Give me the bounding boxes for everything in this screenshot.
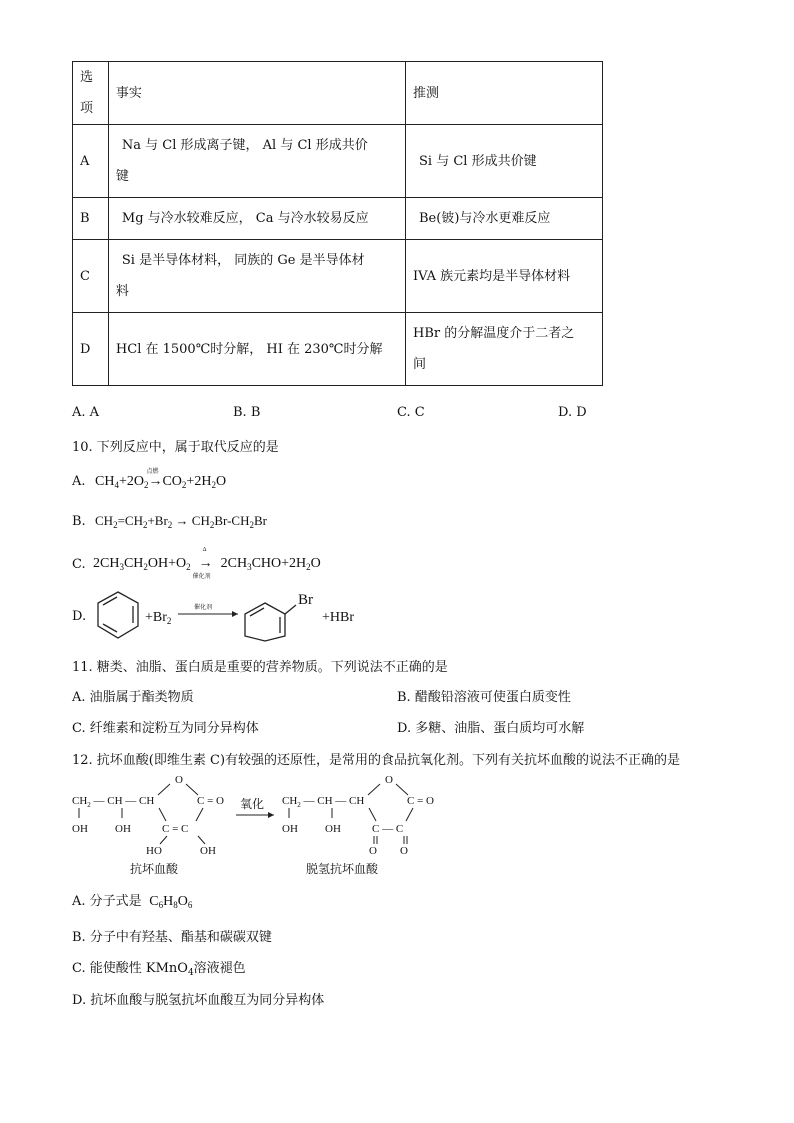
table-header-row — [73, 62, 603, 125]
row-fact — [108, 240, 405, 313]
q12-option-a — [72, 890, 192, 910]
fact-line: Mg 与冷水较难反应， Ca 与冷水较易反应 — [121, 211, 369, 226]
reagent-br2: $+Br_2$ — [145, 610, 172, 626]
svg-text:C — C: C — C — [372, 823, 404, 835]
q12-option-c-text: C. 能使酸性 KMnO — [72, 961, 188, 976]
table-row — [73, 198, 603, 240]
bromo-substituent: Br — [298, 592, 313, 608]
ascorbic-acid-reaction-diagram — [70, 770, 450, 880]
guess-line: Si 与 Cl 形成共价键 — [419, 153, 537, 169]
facts-table — [72, 61, 603, 386]
catalyst-label: 催化剂 — [194, 605, 213, 611]
svg-text:C = O: C = O — [407, 795, 434, 807]
table-row — [73, 125, 603, 198]
svg-text:O: O — [175, 774, 183, 786]
svg-text:HO: HO — [146, 845, 162, 857]
q12-stem: 12. 抗坏血酸(即维生素 C)有较强的还原性，是常用的食品抗氧化剂。下列有关抗坏血酸的说法不正确的是 — [72, 753, 681, 768]
q10-option-d-equation — [92, 588, 382, 642]
row-guess — [406, 240, 603, 313]
q9-option-c: C. C — [397, 405, 425, 420]
row-option: B — [73, 198, 109, 240]
fact-line: 料 — [115, 284, 129, 299]
guess-line: Be(铍)与冷水更难反应 — [419, 211, 551, 226]
header-option: 选项 — [73, 62, 109, 125]
q10-option-a-equation: $CH_4+2O_2$ 点燃 $\to CO_2+2H_2O$ — [95, 474, 226, 490]
q12-option-a-text: A. 分子式是 — [72, 894, 142, 909]
q11-option-d: D. 多糖、油脂、蛋白质均可水解 — [397, 721, 585, 736]
table-row — [73, 313, 603, 386]
q11-option-a: A. 油脂属于酯类物质 — [72, 690, 194, 705]
fact-line: Na 与 Cl 形成离子键， Al 与 Cl 形成共价 — [121, 138, 368, 153]
product-hbr: +HBr — [322, 610, 355, 625]
row-guess — [406, 125, 603, 198]
q10-option-b-label: B. — [72, 514, 86, 529]
svg-text:O: O — [385, 774, 393, 786]
svg-text:OH: OH — [72, 823, 88, 835]
svg-text:OH: OH — [325, 823, 341, 835]
row-fact — [108, 198, 405, 240]
right-compound-name: 脱氢抗坏血酸 — [306, 862, 379, 876]
row-fact — [108, 125, 405, 198]
guess-line: IVA 族元素均是半导体材料 — [413, 268, 571, 284]
svg-text:CH2 — CH — CH: $CH_2$ — CH — CH — [72, 795, 155, 809]
q9-option-b: B. B — [233, 405, 261, 420]
q11-option-b: B. 醋酸铅溶液可使蛋白质变性 — [397, 690, 571, 705]
q12-option-d: D. 抗坏血酸与脱氢抗坏血酸互为同分异构体 — [72, 993, 325, 1008]
q10-option-a-label: A. — [72, 474, 86, 489]
q10-option-b-equation: $CH_2=CH_2+Br_2 \to CH_2Br-CH_2Br$ — [95, 513, 267, 530]
svg-text:C = O: C = O — [197, 795, 224, 807]
q9-option-a: A. A — [72, 405, 100, 420]
svg-text:OH: OH — [282, 823, 298, 835]
q12-option-c-suffix: 溶液褪色 — [193, 961, 246, 976]
svg-text:O: O — [400, 845, 408, 857]
benzene-ring-right — [245, 603, 296, 641]
q10-option-d-label: D. — [72, 609, 87, 624]
svg-text:OH: OH — [115, 823, 131, 835]
q11-stem: 11. 糖类、油脂、蛋白质是重要的营养物质。下列说法不正确的是 — [72, 660, 448, 675]
condition-label: 催化剂 — [192, 574, 211, 580]
row-guess — [406, 198, 603, 240]
condition-label: Δ — [202, 547, 207, 553]
svg-text:CH2 — CH — CH: $CH_2$ — CH — CH — [282, 795, 365, 809]
molecular-formula: $C_6H_8O_6$ — [145, 894, 193, 910]
q10-option-c-equation: $2CH_3CH_2OH+O_2$ Δ → 催化剂 $2CH_3CHO+2H_2O$ — [93, 547, 321, 580]
fact-line: HCl 在 1500℃时分解， HI 在 230℃时分解 — [115, 341, 383, 357]
q10-stem: 10. 下列反应中，属于取代反应的是 — [72, 440, 279, 455]
q12-option-c: C. 能使酸性 KMnO$_4$溶液褪色 — [72, 961, 246, 978]
svg-text:O: O — [369, 845, 377, 857]
svg-text:C = C: C = C — [162, 823, 189, 835]
q9-option-d: D. D — [558, 405, 587, 420]
row-guess — [406, 313, 603, 386]
q10-option-c-label: C. — [72, 557, 86, 572]
oxidation-label: 氧化 — [240, 797, 265, 811]
q11-option-c: C. 纤维素和淀粉互为同分异构体 — [72, 721, 259, 736]
guess-line: 间 — [413, 357, 427, 372]
guess-line: HBr 的分解温度介于二者之 — [413, 326, 575, 341]
header-guess: 推测 — [406, 62, 603, 125]
table-row — [73, 240, 603, 313]
row-option: D — [73, 313, 109, 386]
dehydroascorbic-acid-structure — [282, 774, 434, 857]
left-compound-name: 抗坏血酸 — [130, 862, 179, 876]
row-fact — [108, 313, 405, 386]
condition-label: 点燃 — [146, 469, 159, 475]
ascorbic-acid-structure — [72, 774, 224, 857]
header-fact: 事实 — [108, 62, 405, 125]
q12-option-b: B. 分子中有羟基、酯基和碳碳双键 — [72, 930, 272, 945]
benzene-ring-left — [98, 592, 138, 638]
row-option: C — [73, 240, 109, 313]
fact-line: Si 是半导体材料， 同族的 Ge 是半导体材 — [121, 253, 365, 268]
svg-text:OH: OH — [200, 845, 216, 857]
fact-line: 键 — [115, 169, 129, 184]
row-option: A — [73, 125, 109, 198]
